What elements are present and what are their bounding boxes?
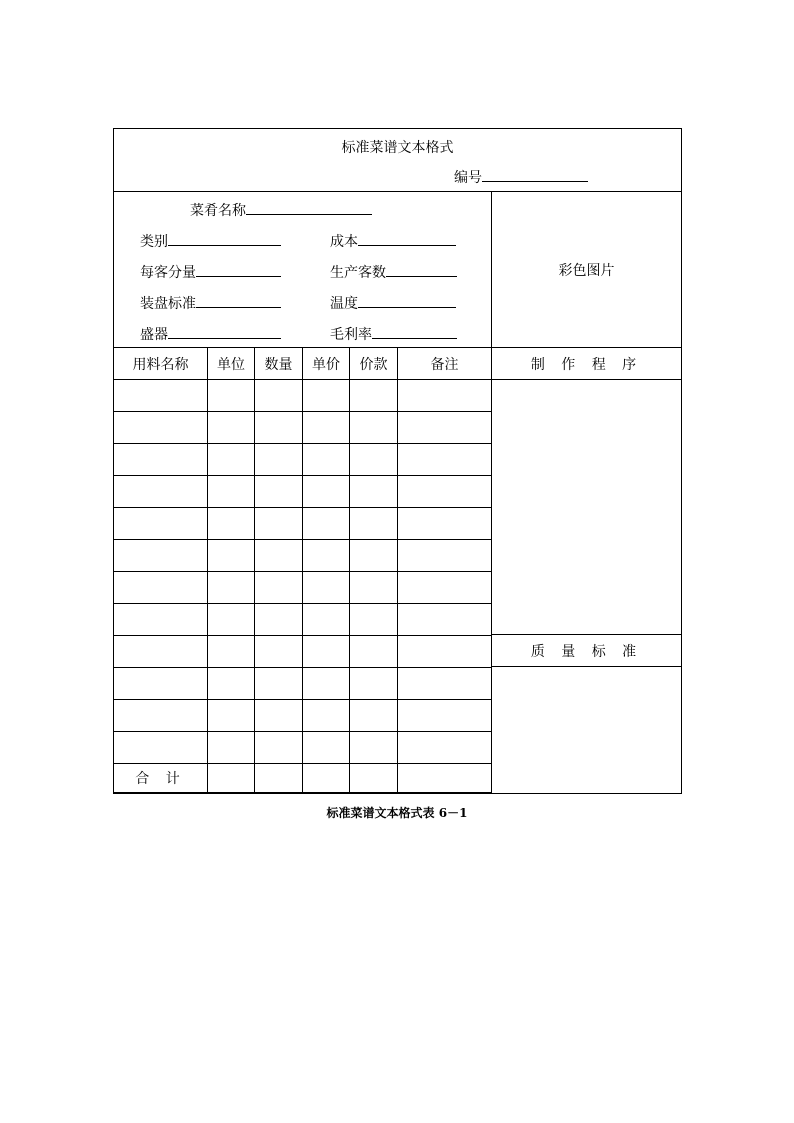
table-cell-quantity[interactable] [255,380,303,412]
table-cell-quantity[interactable] [255,540,303,572]
table-cell-ingredient-name[interactable] [114,444,208,476]
temperature-label: 温度 [330,296,358,312]
table-cell-remarks[interactable] [398,380,492,412]
margin-blank[interactable] [372,324,457,339]
table-cell-remarks[interactable] [398,668,492,700]
servings-blank[interactable] [386,262,457,277]
table-cell-quantity[interactable] [255,700,303,732]
table-cell-ingredient-name[interactable] [114,572,208,604]
table-cell-unit[interactable] [208,700,255,732]
table-cell-remarks[interactable] [398,540,492,572]
table-cell-unit-price[interactable] [303,412,350,444]
dish-name-label: 菜肴名称 [190,203,246,219]
total-cell-amount[interactable] [350,764,398,793]
table-cell-amount[interactable] [350,444,398,476]
table-cell-ingredient-name[interactable] [114,380,208,412]
table-cell-ingredient-name[interactable] [114,636,208,668]
table-cell-remarks[interactable] [398,700,492,732]
servings-label: 生产客数 [330,265,386,281]
recipe-form [113,128,682,794]
table-cell-unit[interactable] [208,636,255,668]
photo-area [492,192,681,348]
table-cell-quantity[interactable] [255,668,303,700]
table-cell-quantity[interactable] [255,732,303,764]
table-cell-quantity[interactable] [255,476,303,508]
quality-label: 质 量 标 准 [530,643,643,660]
code-field [454,167,588,187]
total-cell-unit-price[interactable] [303,764,350,793]
cost-field [330,231,456,251]
portion-blank[interactable] [196,262,281,277]
column-header-unit-price: 单价 [303,348,350,380]
plating-field [140,293,281,313]
table-cell-amount[interactable] [350,572,398,604]
table-cell-remarks[interactable] [398,572,492,604]
table-cell-amount[interactable] [350,476,398,508]
procedure-label: 制 作 程 序 [530,356,643,373]
table-cell-unit-price[interactable] [303,540,350,572]
column-header-remarks: 备注 [398,348,492,380]
table-cell-quantity[interactable] [255,508,303,540]
table-cell-unit[interactable] [208,604,255,636]
table-cell-amount[interactable] [350,508,398,540]
column-header-unit: 单位 [208,348,255,380]
procedure-area[interactable] [492,380,681,635]
temperature-field [330,293,456,313]
total-cell-unit[interactable] [208,764,255,793]
column-header-ingredient-name: 用料名称 [114,348,208,380]
column-header-quantity: 数量 [255,348,303,380]
form-header [114,129,681,192]
table-cell-quantity[interactable] [255,572,303,604]
table-cell-remarks[interactable] [398,604,492,636]
table-cell-ingredient-name[interactable] [114,604,208,636]
total-cell-quantity[interactable] [255,764,303,793]
column-header-amount: 价款 [350,348,398,380]
vessel-field [140,324,281,344]
plating-blank[interactable] [196,293,281,308]
table-caption: 标准菜谱文本格式表 6－1 [326,806,468,820]
temperature-blank[interactable] [358,293,456,308]
table-cell-amount[interactable] [350,380,398,412]
table-cell-amount[interactable] [350,636,398,668]
vessel-blank[interactable] [168,324,281,339]
table-cell-unit[interactable] [208,732,255,764]
table-cell-unit[interactable] [208,540,255,572]
cost-blank[interactable] [358,231,456,246]
category-blank[interactable] [168,231,281,246]
table-cell-remarks[interactable] [398,508,492,540]
table-cell-ingredient-name[interactable] [114,540,208,572]
margin-field [330,324,457,344]
dish-info-section [114,192,492,348]
table-cell-unit[interactable] [208,444,255,476]
table-cell-unit-price[interactable] [303,700,350,732]
quality-header [492,635,681,667]
table-cell-unit-price[interactable] [303,508,350,540]
table-cell-unit[interactable] [208,508,255,540]
vessel-label: 盛器 [140,327,168,343]
quality-area[interactable] [492,667,681,793]
category-field [140,231,281,251]
table-cell-unit-price[interactable] [303,444,350,476]
table-cell-quantity[interactable] [255,604,303,636]
table-cell-amount[interactable] [350,540,398,572]
procedure-header [492,348,681,380]
table-cell-ingredient-name[interactable] [114,700,208,732]
table-cell-ingredient-name[interactable] [114,668,208,700]
servings-field [330,262,457,282]
table-cell-remarks[interactable] [398,732,492,764]
photo-label: 彩色图片 [558,262,615,279]
table-cell-remarks[interactable] [398,636,492,668]
table-cell-amount[interactable] [350,732,398,764]
total-cell-remarks[interactable] [398,764,492,793]
table-cell-remarks[interactable] [398,444,492,476]
dish-name-blank[interactable] [246,200,372,215]
dish-name-field [190,200,372,220]
category-label: 类别 [140,234,168,250]
table-cell-unit[interactable] [208,412,255,444]
table-cell-amount[interactable] [350,412,398,444]
table-cell-unit-price[interactable] [303,572,350,604]
code-label: 编号 [454,170,482,186]
table-cell-unit-price[interactable] [303,604,350,636]
table-cell-ingredient-name[interactable] [114,732,208,764]
table-cell-amount[interactable] [350,700,398,732]
table-cell-unit[interactable] [208,380,255,412]
table-cell-remarks[interactable] [398,412,492,444]
ingredient-table [114,348,492,793]
table-cell-amount[interactable] [350,668,398,700]
table-cell-unit-price[interactable] [303,668,350,700]
table-cell-ingredient-name[interactable] [114,476,208,508]
table-cell-ingredient-name[interactable] [114,508,208,540]
table-cell-unit-price[interactable] [303,732,350,764]
table-cell-unit-price[interactable] [303,380,350,412]
code-blank[interactable] [482,167,588,182]
portion-label: 每客分量 [140,265,196,281]
table-cell-unit[interactable] [208,668,255,700]
cost-label: 成本 [330,234,358,250]
table-cell-amount[interactable] [350,604,398,636]
total-label: 合 计 [114,764,208,793]
table-cell-unit[interactable] [208,572,255,604]
table-cell-unit-price[interactable] [303,636,350,668]
table-cell-quantity[interactable] [255,412,303,444]
table-cell-quantity[interactable] [255,444,303,476]
table-cell-remarks[interactable] [398,476,492,508]
margin-label: 毛利率 [330,327,372,343]
portion-field [140,262,281,282]
form-title: 标准菜谱文本格式 [341,140,454,156]
table-cell-unit[interactable] [208,476,255,508]
table-cell-quantity[interactable] [255,636,303,668]
plating-label: 装盘标准 [140,296,196,312]
table-cell-ingredient-name[interactable] [114,412,208,444]
table-cell-unit-price[interactable] [303,476,350,508]
